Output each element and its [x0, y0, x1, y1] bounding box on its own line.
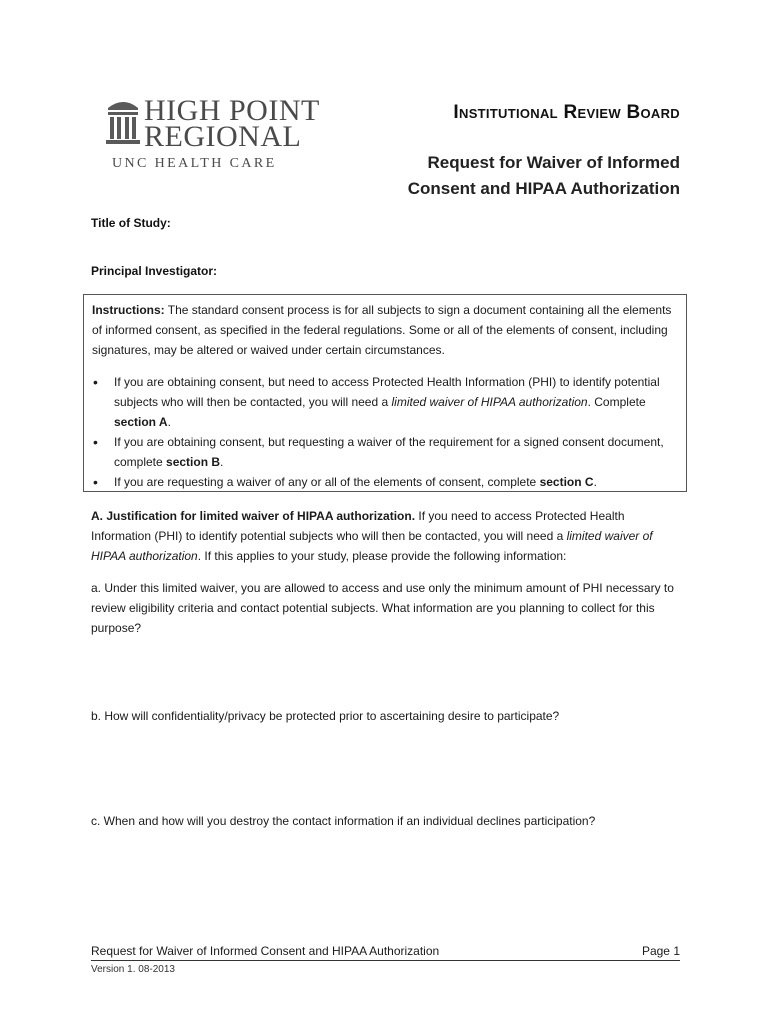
- section-a-heading: A. Justification for limited waiver of HIPAA authorization.: [91, 509, 416, 523]
- bullet3-section-ref: section C: [539, 475, 594, 489]
- bullet1-italic: limited waiver of HIPAA authorization: [391, 395, 588, 409]
- bullet1-section-ref: section A: [114, 415, 168, 429]
- instructions-box: [83, 294, 687, 492]
- section-a-text-end: . If this applies to your study, please provide the following information:: [197, 549, 567, 563]
- hospital-logo: [106, 96, 346, 176]
- form-title: [408, 150, 680, 202]
- list-item: [92, 372, 678, 432]
- section-a-text: If you need to access Protected Health Information (PHI) to identify potential subjects who will then be contacted, you will need a: [91, 509, 625, 543]
- section-a-italic: limited waiver of HIPAA authorization: [91, 529, 653, 563]
- version-label: Version 1. 08-2013: [91, 964, 175, 975]
- instructions-list: [92, 372, 678, 492]
- bullet2-end: .: [220, 455, 224, 469]
- bullet2-text: If you are obtaining consent, but requesting a waiver of the requirement for a signed consent document, complete: [114, 435, 664, 469]
- footer-divider: [91, 960, 680, 961]
- bullet1-end: .: [167, 415, 171, 429]
- logo-text-high-point: HIGH POINT: [144, 94, 320, 127]
- board-title: Institutional Review Board: [453, 102, 680, 123]
- bullet1-mid: . Complete: [587, 395, 646, 409]
- logo-text-unc-health-care: UNC HEALTH CARE: [112, 156, 277, 171]
- building-icon: [106, 96, 140, 146]
- question-a: a. Under this limited waiver, you are allowed to access and use only the minimum amount of PHI necessary to review eligibility criteria and contact potential subjects. What information are you planning to collect for this purpose?: [91, 581, 674, 635]
- list-item: [92, 432, 678, 472]
- bullet3-text: If you are requesting a waiver of any or all of the elements of consent, complete: [114, 475, 540, 489]
- page-number: Page 1: [641, 944, 680, 958]
- question-c: c. When and how will you destroy the contact information if an individual declines participation?: [91, 814, 596, 828]
- form-title-line2: Consent and HIPAA Authorization: [407, 179, 680, 198]
- list-item: [92, 472, 678, 492]
- instructions-label: Instructions:: [92, 303, 165, 317]
- instructions-paragraph: [92, 300, 678, 360]
- title-of-study-label: Title of Study:: [91, 216, 171, 230]
- principal-investigator-label: Principal Investigator:: [91, 264, 218, 278]
- footer-title: Request for Waiver of Informed Consent and HIPAA Authorization: [91, 944, 440, 958]
- bullet2-section-ref: section B: [166, 455, 221, 469]
- logo-text-regional: REGIONAL: [144, 120, 302, 153]
- bullet3-end: .: [593, 475, 597, 489]
- section-a-intro: [91, 506, 681, 566]
- bullet1-text: If you are obtaining consent, but need to access Protected Health Information (PHI) to identify potential subjects who will then be contacted, you will need a: [114, 375, 660, 409]
- form-title-line1: Request for Waiver of Informed: [427, 153, 680, 172]
- question-b: b. How will confidentiality/privacy be protected prior to ascertaining desire to participate?: [91, 709, 560, 723]
- instructions-text: The standard consent process is for all subjects to sign a document containing all the elements of informed consent, as specified in the federal regulations. Some or all of the elements of consent, including signatures, may be altered or waived under certain circumstances.: [92, 303, 672, 357]
